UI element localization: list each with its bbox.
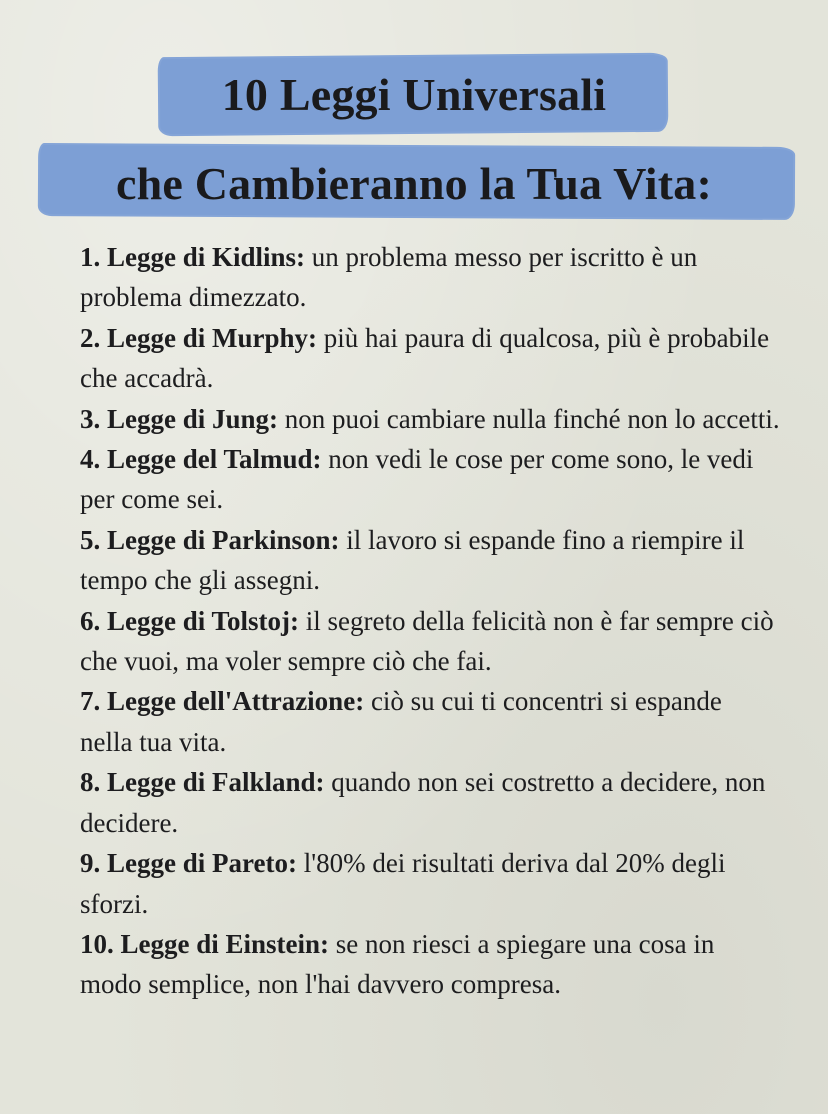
- law-text: quando non sei costretto a decidere, non decidere.: [80, 767, 766, 838]
- law-name: Legge di Tolstoj: [107, 605, 291, 636]
- law-name: Legge di Murphy: [107, 322, 309, 353]
- law-number: 7.: [80, 686, 101, 717]
- law-number: 4.: [80, 444, 101, 475]
- law-colon: :: [312, 444, 322, 475]
- law-text: non puoi cambiare nulla finché non lo accetti.: [278, 403, 780, 434]
- law-item: [80, 439, 780, 520]
- law-text: più hai paura di qualcosa, più è probabile che accadrà.: [80, 322, 770, 394]
- page-title-line-2: che Cambieranno la Tua Vita:: [115, 158, 712, 209]
- law-number: 10.: [80, 928, 114, 959]
- law-number: 9.: [80, 848, 101, 879]
- law-number: 5.: [80, 524, 101, 555]
- law-text: il lavoro si espande fino a riempire il tempo che gli assegni.: [80, 524, 745, 596]
- law-item: [80, 318, 780, 399]
- page-title-line-1: 10 Leggi Universali: [221, 69, 607, 120]
- law-item: [80, 520, 780, 601]
- law-number: 2.: [80, 322, 101, 353]
- law-colon: :: [330, 524, 340, 555]
- law-item: [80, 399, 780, 439]
- law-number: 6.: [80, 605, 101, 636]
- law-item: [80, 762, 780, 843]
- law-name: Legge di Jung: [107, 403, 270, 434]
- law-name: Legge di Kidlins: [107, 242, 297, 272]
- law-colon: :: [290, 605, 300, 636]
- law-text: un problema messo per iscritto è un problema dimezzato.: [80, 242, 698, 313]
- law-item: [80, 237, 780, 318]
- law-text: il segreto della felicità non è far sempre ciò che vuoi, ma voler sempre ciò che fai.: [80, 605, 774, 677]
- law-item: [80, 843, 780, 924]
- law-name: Legge di Falkland: [107, 767, 316, 798]
- law-number: 3.: [80, 403, 101, 434]
- law-name: Legge dell'Attrazione: [107, 686, 356, 717]
- law-name: Legge di Pareto: [107, 848, 288, 879]
- law-text: se non riesci a spiegare una cosa in modo semplice, non l'hai davvero compresa.: [80, 928, 715, 1000]
- law-name: Legge di Einstein: [120, 928, 321, 959]
- law-colon: :: [269, 403, 279, 434]
- law-text: non vedi le cose per come sono, le vedi per come sei.: [80, 444, 754, 515]
- law-colon: :: [308, 322, 318, 353]
- law-text: l'80% dei risultati deriva dal 20% degli sforzi.: [80, 848, 726, 919]
- law-text: ciò su cui ti concentri si espande nella tua vita.: [80, 686, 722, 757]
- law-colon: :: [315, 767, 325, 798]
- law-item: [80, 681, 780, 762]
- law-item: [80, 601, 780, 682]
- law-colon: :: [320, 928, 330, 959]
- law-name: Legge del Talmud: [107, 444, 313, 475]
- law-name: Legge di Parkinson: [107, 524, 331, 555]
- law-number: 1.: [80, 242, 101, 272]
- law-number: 8.: [80, 767, 101, 798]
- law-colon: :: [355, 686, 365, 717]
- law-colon: :: [296, 242, 306, 272]
- law-colon: :: [287, 848, 297, 879]
- laws-list: [80, 237, 780, 1005]
- law-item: [80, 924, 780, 1005]
